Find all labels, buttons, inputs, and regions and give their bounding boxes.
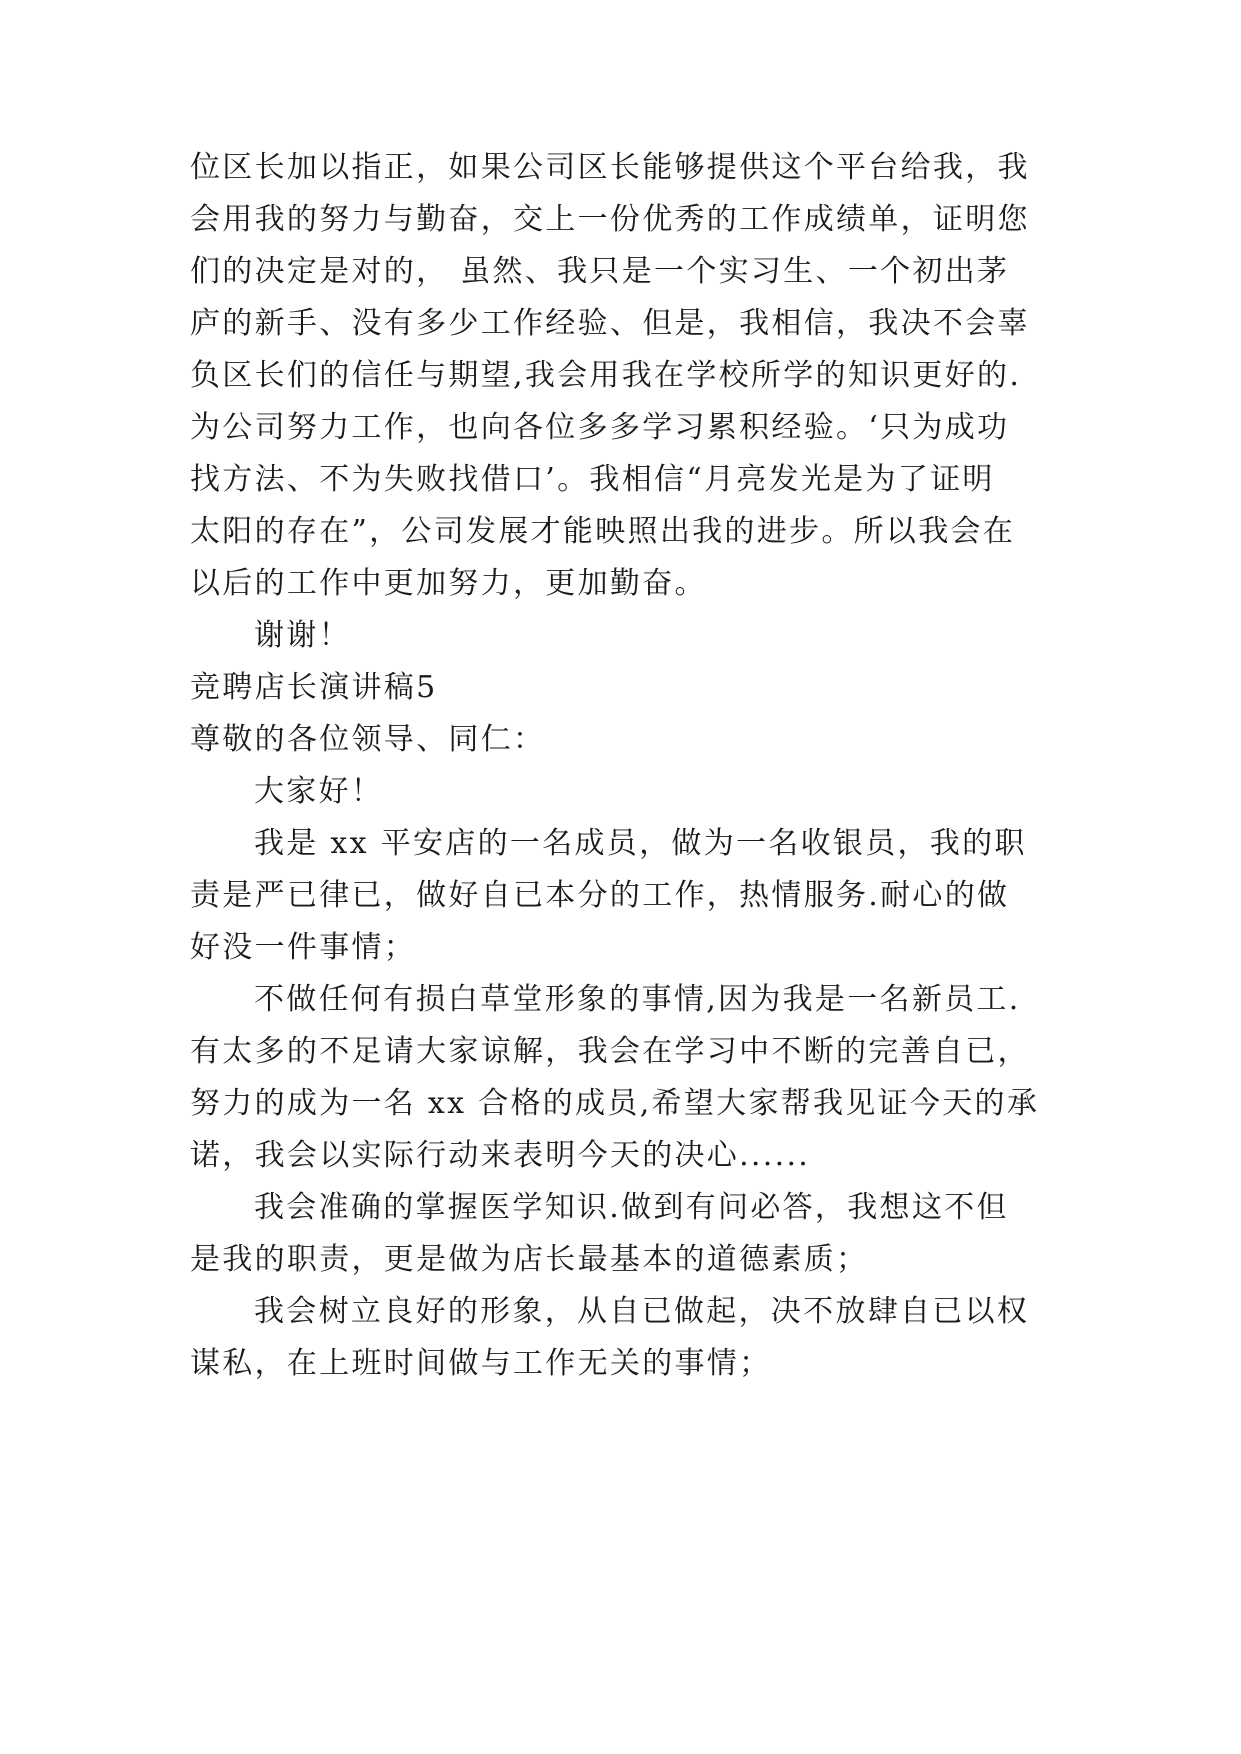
text-line: 以后的工作中更加努力，更加勤奋。 xyxy=(190,566,707,601)
text-line: 有太多的不足请大家谅解，我会在学习中不断的完善自已， xyxy=(190,1034,1030,1069)
section-heading: 竞聘店长演讲稿5 xyxy=(190,670,438,705)
text-line: 庐的新手、没有多少工作经验、但是，我相信，我决不会辜 xyxy=(190,306,1030,341)
text-line: 我会准确的掌握医学知识.做到有问必答，我想这不但 xyxy=(254,1190,1009,1225)
text-line: 诺，我会以实际行动来表明今天的决心...... xyxy=(190,1138,811,1173)
text-line: 努力的成为一名 xx 合格的成员,希望大家帮我见证今天的承 xyxy=(190,1086,1040,1121)
greeting: 大家好！ xyxy=(254,774,384,809)
text-line: 好没一件事情； xyxy=(190,930,417,965)
text-line: 是我的职责，更是做为店长最基本的道德素质； xyxy=(190,1242,869,1277)
text-line: 负区长们的信任与期望,我会用我在学校所学的知识更好的. xyxy=(190,358,1022,393)
text-line: 会用我的努力与勤奋，交上一份优秀的工作成绩单，证明您 xyxy=(190,202,1030,237)
salutation: 尊敬的各位领导、同仁： xyxy=(190,722,546,757)
text-line: 我是 xx 平安店的一名成员，做为一名收银员，我的职 xyxy=(254,826,1027,861)
text-line: 们的决定是对的， 虽然、我只是一个实习生、一个初出茅 xyxy=(190,254,1010,289)
text-line: 不做任何有损白草堂形象的事情,因为我是一名新员工. xyxy=(254,982,1021,1017)
text-line: 太阳的存在”，公司发展才能映照出我的进步。所以我会在 xyxy=(190,514,1016,549)
text-line: 位区长加以指正，如果公司区长能够提供这个平台给我，我 xyxy=(190,150,1030,185)
text-line: 责是严已律已，做好自已本分的工作，热情服务.耐心的做 xyxy=(190,878,1010,913)
text-line: 我会树立良好的形象，从自已做起，决不放肆自已以权 xyxy=(254,1294,1030,1329)
text-line: 找方法、不为失败找借口’。我相信“月亮发光是为了证明 xyxy=(190,462,995,497)
text-line: 为公司努力工作，也向各位多多学习累积经验。‘只为成功 xyxy=(190,410,1010,445)
text-line: 谋私，在上班时间做与工作无关的事情； xyxy=(190,1346,772,1381)
closing-thanks: 谢谢！ xyxy=(254,618,351,653)
